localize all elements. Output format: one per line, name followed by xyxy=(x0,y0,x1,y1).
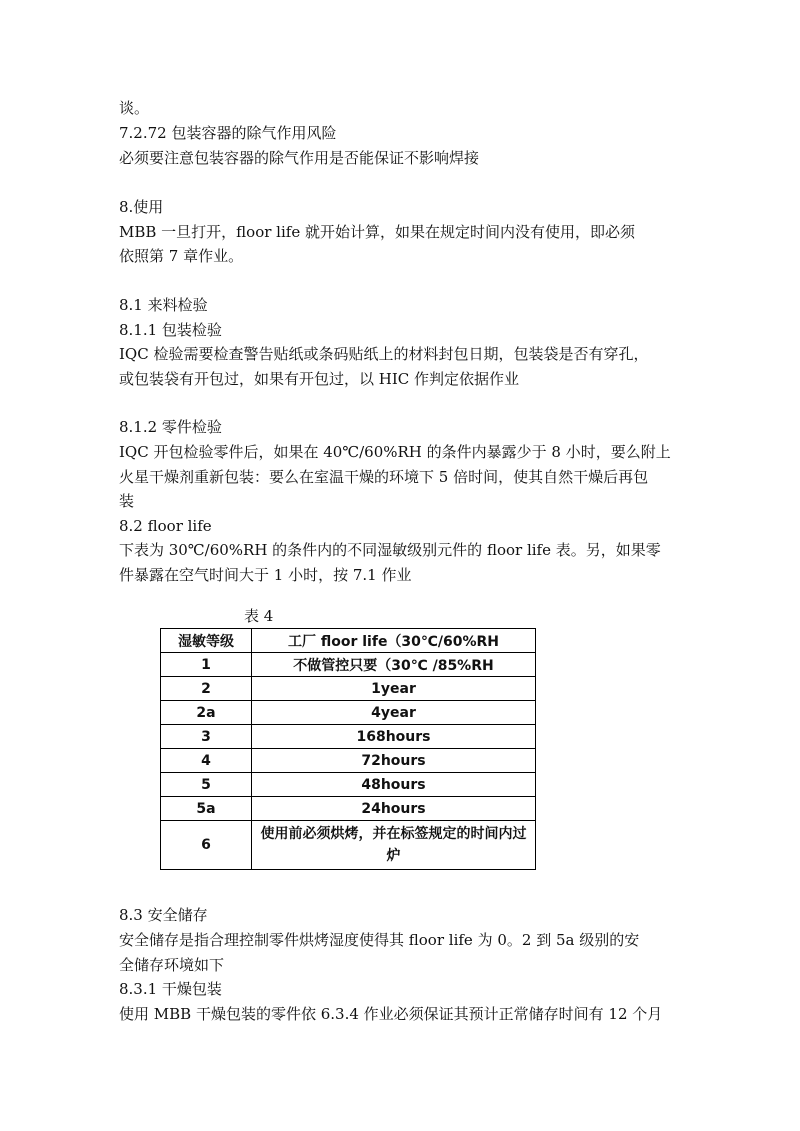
table-header-cell: 湿敏等级 xyxy=(161,629,252,653)
table-row xyxy=(161,677,536,701)
section-heading: 8.使用 xyxy=(119,198,164,216)
text-line: 安全储存是指合理控制零件烘烤湿度使得其 floor life 为 0。2 到 5a 级别的安 xyxy=(119,931,640,949)
floor-life-table xyxy=(160,628,536,870)
table-row xyxy=(161,749,536,773)
text-line: 件暴露在空气时间大于 1 小时，按 7.1 作业 xyxy=(119,566,412,584)
text-line: IQC 检验需要检查警告贴纸或条码贴纸上的材料封包日期，包装袋是否有穿孔， xyxy=(119,345,649,363)
table-cell-level: 4 xyxy=(161,749,252,773)
table-row xyxy=(161,725,536,749)
text-line: 依照第 7 章作业。 xyxy=(119,247,244,265)
table-cell-floor-life: 不做管控只要（30℃ /85%RH xyxy=(252,653,536,677)
text-line: IQC 开包检验零件后，如果在 40℃/60%RH 的条件内暴露少于 8 小时，要么附上 xyxy=(119,443,671,461)
table-row xyxy=(161,797,536,821)
table-cell-floor-life: 48hours xyxy=(252,773,536,797)
table-cell-level: 5 xyxy=(161,773,252,797)
table-cell-floor-life: 4year xyxy=(252,701,536,725)
table-row xyxy=(161,701,536,725)
table-caption: 表 4 xyxy=(244,607,274,625)
text-line: 火星干燥剂重新包装：要么在室温干燥的环境下 5 倍时间，使其自然干燥后再包 xyxy=(119,468,649,486)
text-line: 装 xyxy=(119,492,135,510)
section-heading: 8.3 安全储存 xyxy=(119,906,208,924)
text-line: 或包装袋有开包过，如果有开包过，以 HIC 作判定依据作业 xyxy=(119,370,520,388)
table-cell-floor-life: 72hours xyxy=(252,749,536,773)
table-cell-level: 5a xyxy=(161,797,252,821)
table-cell-floor-life: 168hours xyxy=(252,725,536,749)
table-cell-floor-life: 24hours xyxy=(252,797,536,821)
table-cell-level: 3 xyxy=(161,725,252,749)
text-line: 谈。 xyxy=(119,99,150,117)
table-header-row xyxy=(161,629,536,653)
table-row xyxy=(161,653,536,677)
section-heading: 8.1.1 包装检验 xyxy=(119,321,222,339)
section-heading: 8.2 floor life xyxy=(119,517,212,535)
table-row xyxy=(161,821,536,870)
text-line: 必须要注意包装容器的除气作用是否能保证不影响焊接 xyxy=(119,149,480,167)
section-heading: 7.2.72 包装容器的除气作用风险 xyxy=(119,124,337,142)
table-cell-floor-life: 使用前必须烘烤，并在标签规定的时间内过炉 xyxy=(252,821,536,870)
text-line: 下表为 30℃/60%RH 的条件内的不同湿敏级别元件的 floor life 表。另，如果零 xyxy=(119,541,661,559)
text-line: 全储存环境如下 xyxy=(119,956,225,974)
section-heading: 8.1.2 零件检验 xyxy=(119,418,222,436)
table-header-cell: 工厂 floor life（30℃/60%RH xyxy=(252,629,536,653)
text-line: MBB 一旦打开，floor life 就开始计算，如果在规定时间内没有使用，即必须 xyxy=(119,223,635,241)
table-cell-level: 1 xyxy=(161,653,252,677)
table-cell-floor-life: 1year xyxy=(252,677,536,701)
table-row xyxy=(161,773,536,797)
text-line: 使用 MBB 干燥包装的零件依 6.3.4 作业必须保证其预计正常储存时间有 12 个月 xyxy=(119,1005,663,1023)
table-cell-level: 2 xyxy=(161,677,252,701)
section-heading: 8.3.1 干燥包装 xyxy=(119,980,222,998)
table-cell-level: 6 xyxy=(161,821,252,870)
section-heading: 8.1 来料检验 xyxy=(119,296,208,314)
table-cell-level: 2a xyxy=(161,701,252,725)
